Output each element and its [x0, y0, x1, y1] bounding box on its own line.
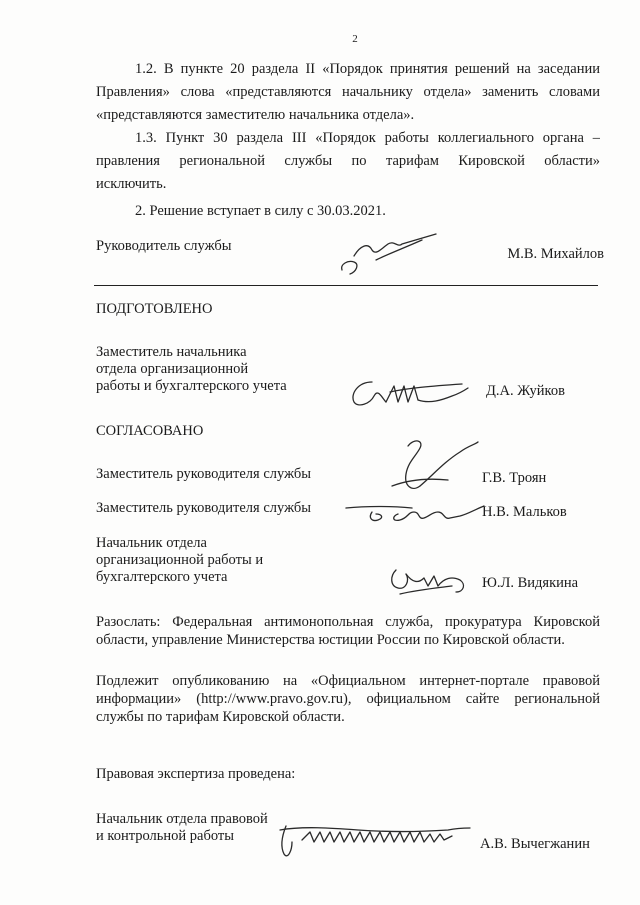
prepared-title-line: Заместитель начальника [96, 344, 247, 360]
deputy2-title: Заместитель руководителя службы [96, 500, 312, 516]
legal-signature [262, 810, 477, 862]
separator-line [94, 285, 598, 286]
distribution-line: области, управление Министерства юстиции России по Кировской области. [96, 632, 565, 648]
legal-heading: Правовая экспертиза проведена: [96, 766, 296, 782]
paragraph-1-3-line: 1.3. Пункт 30 раздела III «Порядок работы коллегиального органа – [135, 130, 600, 146]
chief-signature [380, 560, 480, 602]
deputy2-name: Н.В. Мальков [482, 504, 567, 520]
paragraph-1-2-line: Правления» слова «представляются начальнику отдела» заменить словами [96, 84, 600, 100]
paragraph-1-2-line: 1.2. В пункте 20 раздела II «Порядок принятия решений на заседании [135, 61, 600, 77]
prepared-signature [344, 374, 476, 412]
legal-name: А.В. Вычегжанин [480, 836, 590, 852]
head-name: М.В. Михайлов [507, 246, 604, 262]
prepared-heading: ПОДГОТОВЛЕНО [96, 301, 213, 317]
publication-line: Подлежит опубликованию на «Официальном интернет-портале правовой [96, 673, 600, 689]
deputy1-name: Г.В. Троян [482, 470, 547, 486]
chief-title-line: Начальник отдела [96, 535, 207, 551]
head-signature [332, 226, 452, 280]
paragraph-1-3-line: исключить. [96, 176, 167, 192]
head-title: Руководитель службы [96, 238, 232, 254]
deputy1-title: Заместитель руководителя службы [96, 466, 312, 482]
prepared-name: Д.А. Жуйков [486, 383, 565, 399]
prepared-title-line: отдела организационной [96, 361, 249, 377]
publication-line: информации» (http://www.pravo.gov.ru), официальном сайте региональной [96, 691, 600, 707]
page-number: 2 [352, 33, 358, 45]
paragraph-2: 2. Решение вступает в силу с 30.03.2021. [135, 203, 386, 219]
paragraph-1-2-line: «представляются заместителю начальника отдела». [96, 107, 415, 123]
prepared-title-line: работы и бухгалтерского учета [96, 378, 287, 394]
legal-title-line: Начальник отдела правовой [96, 811, 268, 827]
chief-title-line: бухгалтерского учета [96, 569, 228, 585]
agreed-heading: СОГЛАСОВАНО [96, 423, 204, 439]
chief-title-line: организационной работы и [96, 552, 264, 568]
distribution-line: Разослать: Федеральная антимонопольная служба, прокуратура Кировской [96, 614, 600, 630]
deputy2-signature [338, 490, 498, 534]
paragraph-1-3-line: правления региональной службы по тарифам Кировской области» [96, 153, 600, 169]
publication-line: службы по тарифам Кировской области. [96, 709, 345, 725]
legal-title-line: и контрольной работы [96, 828, 234, 844]
chief-name: Ю.Л. Видякина [482, 575, 579, 591]
